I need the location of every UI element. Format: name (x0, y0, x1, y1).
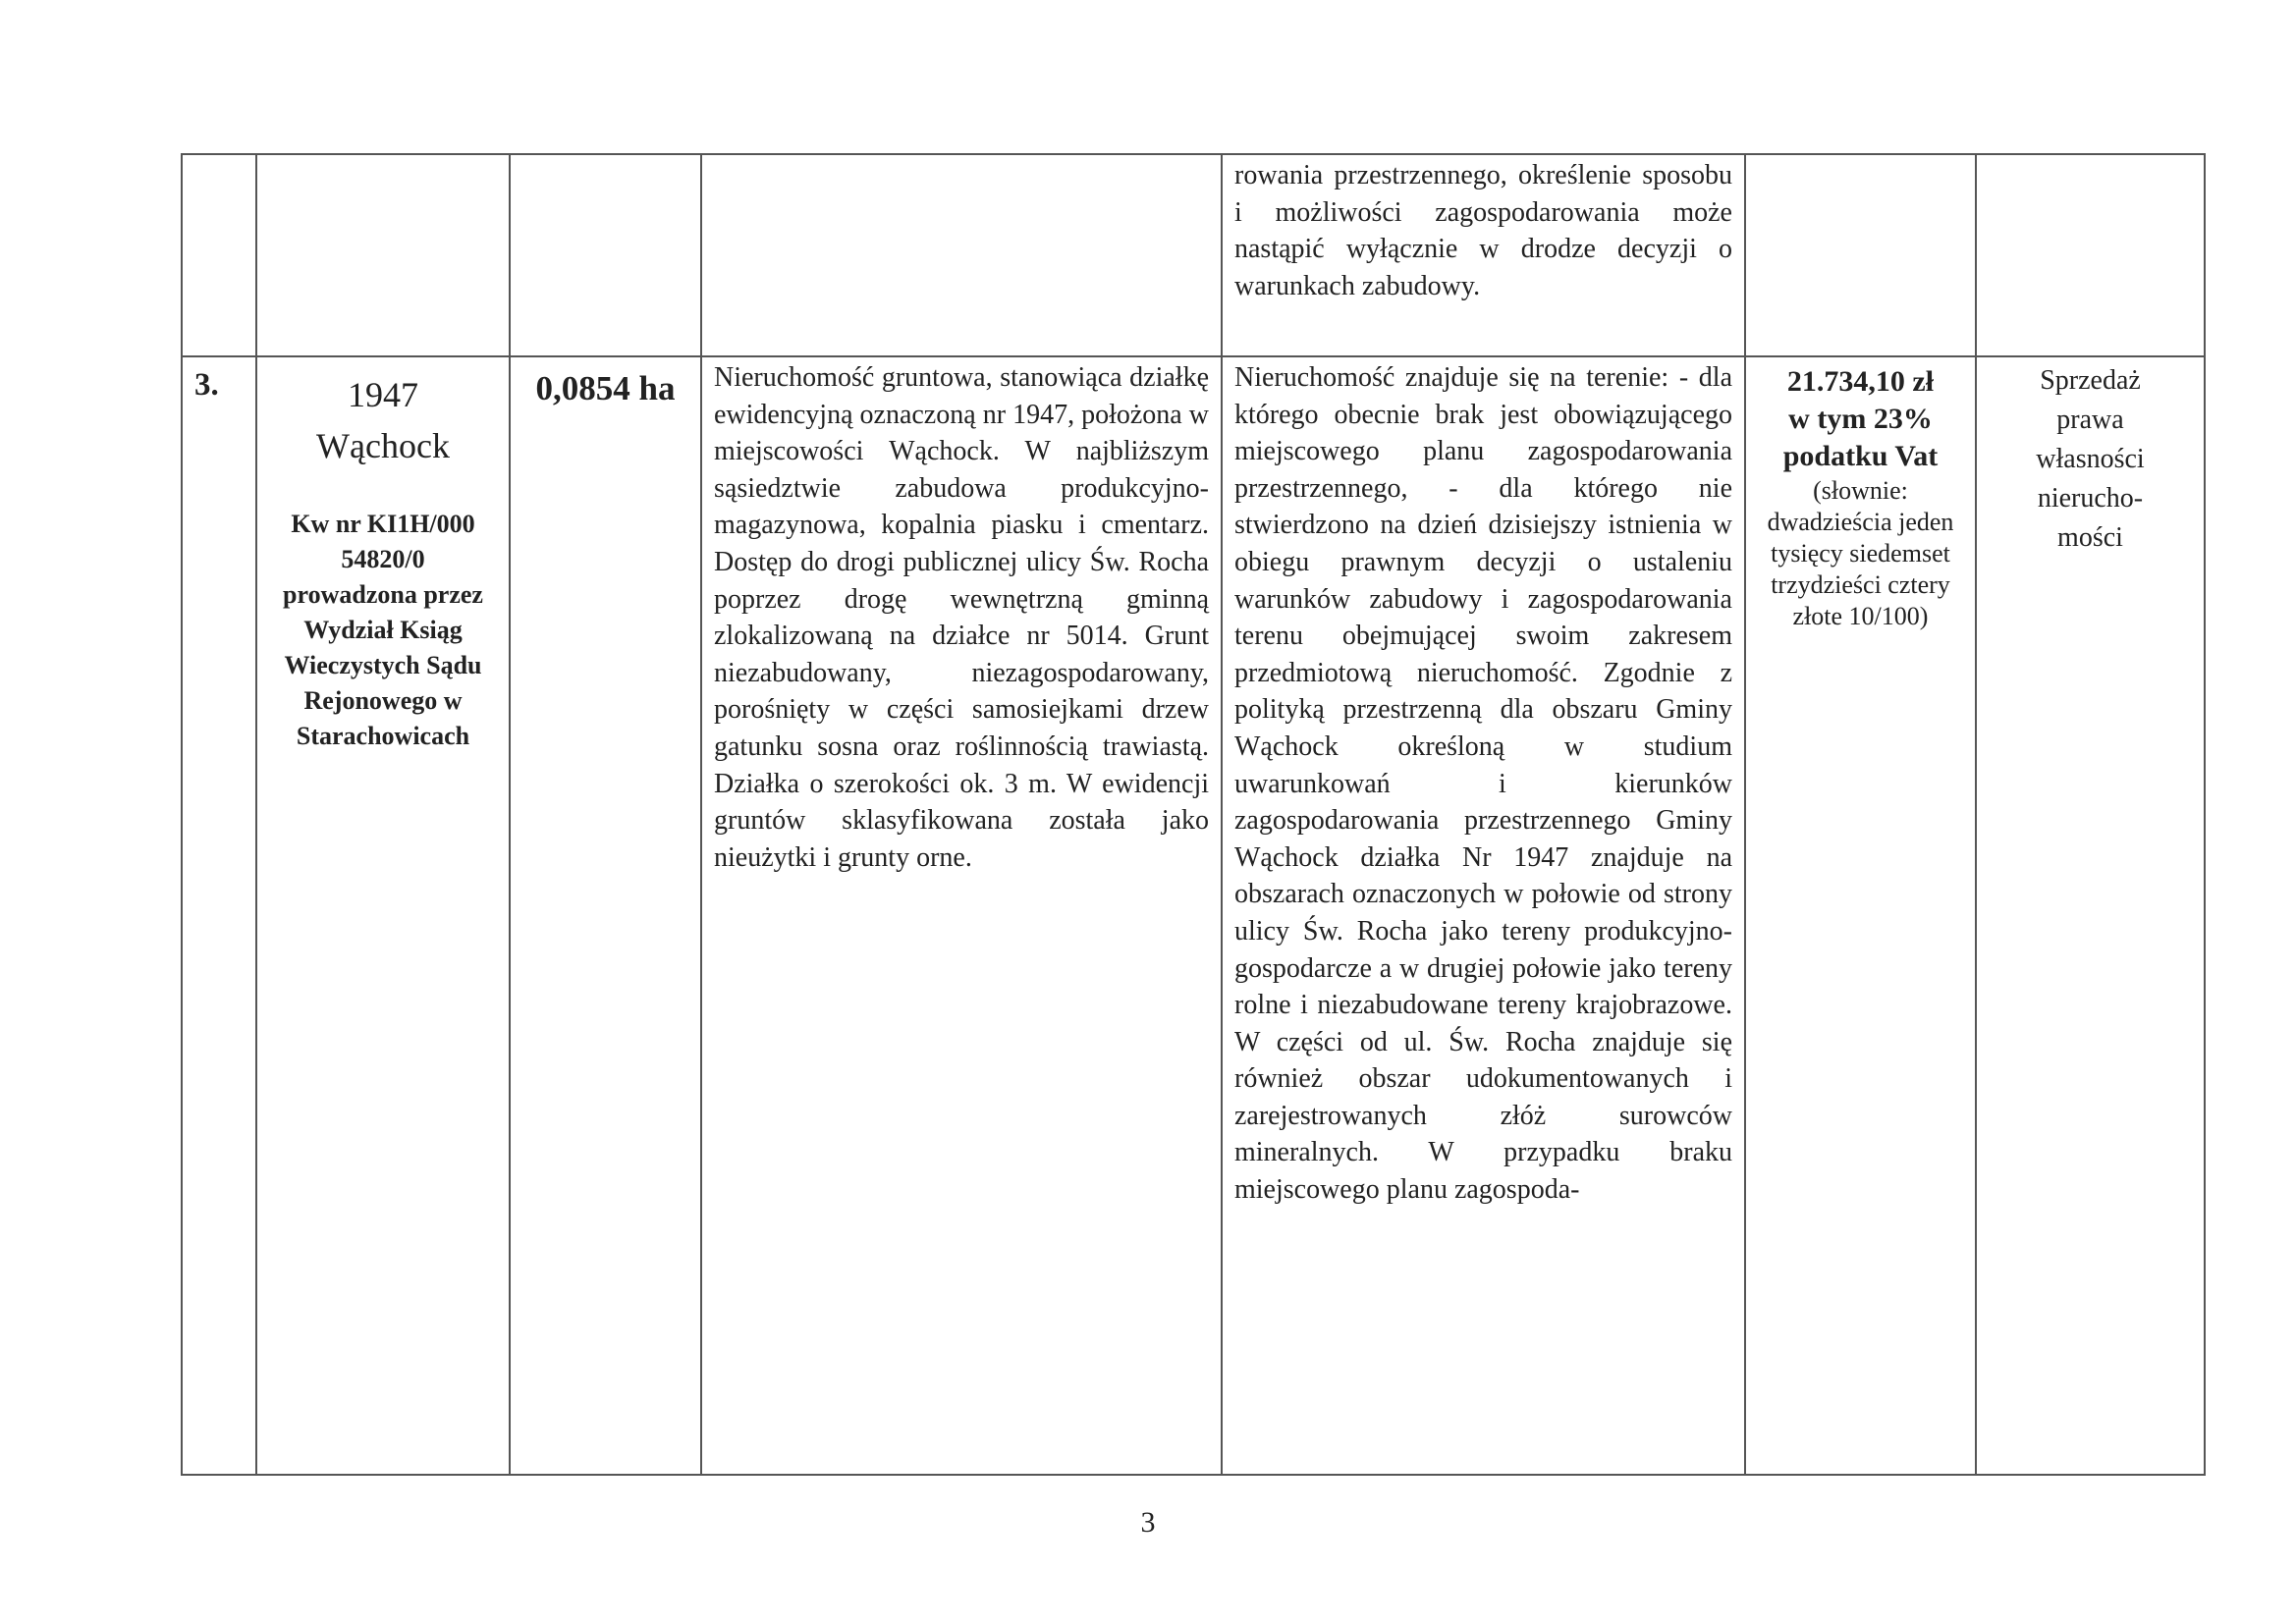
parcel-area: 0,0854 ha (535, 369, 676, 407)
price-cell (1745, 356, 1976, 1475)
cont-cell-parcel (256, 154, 510, 356)
price-vat: w tym 23% podatku Vat (1782, 403, 1939, 472)
land-register-info: Kw nr KI1H/000 54820/0 prowadzona przez Wydział Ksiąg Wieczystych Sądu Rejonowego w Starachowicach (283, 510, 483, 750)
cont-cell-price (1745, 154, 1976, 356)
table-row (182, 356, 2205, 1475)
cont-cell-area (510, 154, 701, 356)
cont-cell-sale (1976, 154, 2205, 356)
page-number: 3 (1140, 1506, 1156, 1539)
cont-cell-number (182, 154, 256, 356)
sale-type: Sprzedaż prawa własności nierucho-mości (2036, 365, 2145, 553)
price-in-words: (słownie: dwadzieścia jeden tysięcy siedemset trzydzieści cztery złote 10/100) (1767, 476, 1954, 630)
area-cell (510, 356, 701, 1475)
continuation-row (182, 154, 2205, 356)
sale-cell (1976, 356, 2205, 1475)
plan-continuation-text: rowania przestrzennego, określenie sposobu i możliwości zagospodarowania może nastąpić wyłącznie w drodze decyzji o warunkach zabudowy. (1234, 160, 1732, 301)
property-description: Nieruchomość gruntowa, stanowiąca działkę ewidencyjną oznaczoną nr 1947, położona w miejscowości Wąchock. W najbliższym sąsiedztwie zabudowa produkcyjno-magazynowa, kopalnia piasku i cmentarz. Dostęp do drogi publicznej ulicy Św. Rocha poprzez drogę wewnętrzną gminną zlokalizowaną na działce nr 5014. Grunt niezabudowany, niezagospodarowany, porośnięty w części samosiejkami drzew gatunku sosna oraz roślinnością trawiastą. Działka o szerokości ok. 3 m. W ewidencji gruntów sklasyfikowana została jako nieużytki i grunty orne. (714, 362, 1209, 873)
price-amount: 21.734,10 zł (1786, 365, 1935, 398)
cont-cell-plan (1222, 154, 1745, 356)
cont-cell-description (701, 154, 1222, 356)
parcel-cell (256, 356, 510, 1475)
row-number-cell (182, 356, 256, 1475)
zoning-plan-text: Nieruchomość znajduje się na terenie: - dla którego obecnie brak jest obowiązującego miejscowego planu zagospodarowania przestrzennego, - dla którego nie stwierdzono na dzień dzisiejszy istnienia w obiegu prawnym decyzji o ustaleniu warunków zabudowy i zagospodarowania terenu obejmującej swoim zakresem przedmiotową nieruchomość. Zgodnie z polityką przestrzenną dla obszaru Gminy Wąchock określoną w studium uwarunkowań i kierunków zagospodarowania przestrzennego Gminy Wąchock działka Nr 1947 znajduje na obszarach oznaczonych w połowie od strony ulicy Św. Rocha jako tereny produkcyjno-gospodarcze a w drugiej połowie jako tereny rolne i niezabudowane tereny krajobrazowe. W części od ul. Św. Rocha znajduje się również obszar udokumentowanych i zarejestrowanych złóż surowców mineralnych. W przypadku braku miejscowego planu zagospoda- (1234, 362, 1732, 1206)
property-table (181, 153, 2206, 1476)
parcel-number: 1947 (348, 375, 418, 414)
row-number: 3. (194, 367, 219, 403)
plan-cell (1222, 356, 1745, 1475)
description-cell (701, 356, 1222, 1475)
parcel-locality: Wąchock (316, 426, 450, 465)
